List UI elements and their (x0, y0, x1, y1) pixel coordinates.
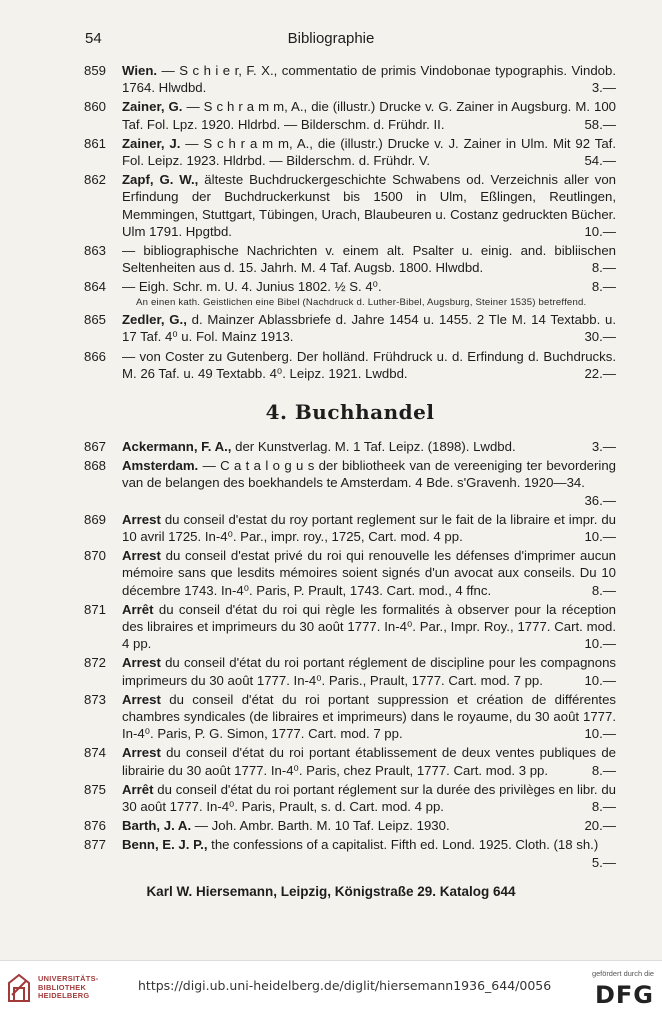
catalog-entry (84, 547, 616, 599)
entry-price: 10.— (584, 528, 616, 544)
entry-text: — S c h r a m m, A., die (illustr.) Drucke v. J. Zainer in Ulm. Mit 92 Taf. Fol. Leipz. 1923. Hldrbd. — Bilderschm. d. Frühdr. V. (122, 135, 616, 169)
entry-text: — S c h i e r, F. X., commentatio de primis Vindobonae typographis. Vindob. 1764. Hlwdbd. (122, 63, 616, 96)
entry-body (122, 62, 616, 96)
entry-price: 58.— (584, 116, 616, 132)
entry-text: — bibliographische Nachrichten v. einem alt. Psalter u. einig. and. bibliischen Seltenheiten aus d. 15. Jahrh. M. 4 Taf. Augsb. 1800. Hlwdbd. (122, 243, 616, 276)
entry-name: Arrest (122, 548, 161, 564)
entry-body (122, 171, 616, 240)
entry-number: 860 (84, 99, 107, 115)
library-name-line: UNIVERSITÄTS- (38, 974, 99, 983)
entry-text: du conseil d'état du roi portant établissement de deux ventes publiques de librairie du 30 août 1777. In-4⁰. Paris, chez Prault, 1777. Cart. mod. 3 pp. (122, 745, 616, 778)
entry-body (122, 135, 616, 169)
viewer-bar (0, 960, 662, 1013)
entry-number: 869 (84, 511, 107, 527)
entry-text: du conseil d'état du roi qui règle les formalités à observer pour la réception des libraires et imprimeurs du 30 août 1777. In-4⁰. Par., Impr. Roy., 1777. Cart. mod. 4 pp. (122, 601, 616, 652)
entry-name: Zapf, G. W., (122, 172, 199, 188)
entry-name: Zainer, G. (122, 99, 183, 115)
entry-number: 877 (84, 837, 107, 853)
entry-number: 863 (84, 243, 107, 259)
entry-note: An einen kath. Geistlichen eine Bibel (Nachdruck d. Luther-Bibel, Augsburg, Steiner 1535) betreffend. (136, 296, 587, 308)
section-heading: 4. Buchhandel (265, 399, 435, 424)
catalog-footer: Karl W. Hiersemann, Leipzig, Königstraße 29. Katalog 644 (146, 884, 516, 899)
entry-price: 36.— (584, 492, 616, 508)
university-logo-icon[interactable] (6, 971, 32, 1005)
entry-number: 865 (84, 312, 107, 328)
entry-body (122, 278, 616, 295)
entry-price: 10.— (584, 223, 616, 239)
entry-name: Barth, J. A. (122, 818, 192, 834)
entry-number: 861 (84, 135, 107, 151)
entry-body (122, 242, 616, 276)
entry-number: 866 (84, 348, 107, 364)
entry-body (122, 348, 616, 382)
entry-text: — C a t a l o g u s der bibliotheek van de vereeniging ter bevordering van de belangen des boekhandels te Amsterdam. 4 Bde. s'Gravenh. 1920—34. (122, 458, 616, 491)
entry-number: 867 (84, 438, 107, 454)
entry-price: 8.— (591, 279, 616, 295)
entry-number: 875 (84, 781, 107, 797)
entry-price: 3.— (591, 438, 616, 454)
entry-price: 8.— (591, 582, 616, 598)
entry-price: 10.— (584, 636, 616, 652)
entry-text: du conseil d'état du roi portant suppression et création de différentes chambres syndicales (de libraires et imprimeurs) dans le royaume, du 30 août 1777. In-4⁰. Paris, P. G. Simon, 1777. Cart. mod. 7 pp. (122, 691, 616, 742)
entry-price: 10.— (584, 672, 616, 688)
document-url[interactable]: https://digi.ub.uni-heidelberg.de/diglit/hiersemann1936_644/0056 (138, 978, 552, 993)
entry-name: Arrest (122, 511, 161, 527)
entry-number: 874 (84, 745, 107, 761)
entry-price: 10.— (584, 726, 616, 742)
dfg-logo[interactable]: DFG (594, 981, 654, 1009)
entry-name: Arrêt (122, 601, 154, 617)
entry-price: 54.— (584, 153, 616, 169)
entry-body (122, 311, 616, 345)
entry-price: 3.— (591, 80, 616, 96)
entry-price: 8.— (591, 260, 616, 276)
entry-text: du conseil d'estat du roy portant reglement sur le fait de la libraire et impr. du 10 avril 1725. In-4⁰. Par., impr. roy., 1725, Cart. mod. 4 pp. (122, 511, 616, 544)
catalog-entry (84, 438, 616, 455)
entry-price: 8.— (591, 762, 616, 778)
catalog-entry (84, 171, 616, 240)
entry-body (122, 601, 616, 653)
entry-number: 864 (84, 279, 107, 295)
entry-body (122, 438, 616, 455)
entry-body (122, 836, 616, 870)
catalog-entry (84, 654, 616, 688)
entry-number: 862 (84, 172, 107, 188)
entry-body (122, 98, 616, 132)
catalog-entry (84, 62, 616, 96)
entry-body (122, 781, 616, 815)
entry-text: du conseil d'estat privé du roi qui renouvelle les défenses d'imprimer aucun mémoire sans que lesdits mémoires soient signés d'un avocat aux conseils. Du 10 décembre 1743. In-4⁰. Paris, P. Prault, 1743. Cart. mod., 4 ffnc. (122, 548, 616, 598)
entry-name: Amsterdam. (122, 458, 199, 474)
catalog-entry (84, 98, 616, 132)
entry-name: Ackermann, F. A., (122, 438, 232, 454)
page-number: 54 (85, 30, 102, 47)
entry-number: 870 (84, 548, 107, 564)
entry-body (122, 511, 616, 545)
entry-text: the confessions of a capitalist. Fifth ed. Lond. 1925. Cloth. (18 sh.) (207, 837, 599, 853)
catalog-entry (84, 601, 616, 653)
entry-text: du conseil d'état du roi portant réglement sur la durée des privilèges en libr. du 30 août 1777. In-4⁰. Paris, Prault, s. d. Cart. mod. 4 pp. (122, 781, 616, 815)
entry-body (122, 744, 616, 778)
entry-list (84, 62, 616, 873)
entry-number: 868 (84, 458, 107, 474)
entry-number: 873 (84, 691, 107, 707)
entry-name: Arrêt (122, 781, 154, 797)
entry-number: 872 (84, 655, 107, 671)
catalog-entry (84, 691, 616, 743)
entry-text: du conseil d'état du roi portant réglement de discipline pour les compagnons imprimeurs du 30 août 1777. In-4⁰. Paris., Prault, 1777. Cart. mod. 7 pp. (122, 655, 616, 688)
catalog-entry (84, 836, 616, 870)
header-title: Bibliographie (287, 30, 375, 47)
entry-name: Benn, E. J. P., (122, 837, 208, 853)
library-name[interactable] (38, 975, 99, 1001)
entry-body (122, 547, 616, 599)
entry-name: Arrest (122, 691, 161, 707)
funded-by-label: gefördert durch die (591, 969, 654, 978)
entry-body (122, 691, 616, 743)
entry-price: 30.— (584, 329, 616, 345)
catalog-entry (84, 511, 616, 545)
library-name-line: HEIDELBERG (38, 991, 90, 1001)
entry-name: Arrest (122, 655, 161, 671)
entry-text: — Eigh. Schr. m. U. 4. Junius 1802. ½ S. 4⁰. (122, 279, 382, 295)
catalog-entry (84, 311, 616, 345)
catalog-entry (84, 348, 616, 382)
entry-price: 20.— (584, 818, 616, 834)
entry-body (122, 654, 616, 688)
entry-name: Wien. (122, 63, 158, 78)
entry-name: Zedler, G., (122, 312, 187, 328)
catalog-entry (84, 817, 616, 834)
entry-price: 5.— (591, 854, 616, 870)
entry-text: — von Coster zu Gutenberg. Der holländ. Frühdruck u. d. Erfindung d. Buchdrucks. M. 26 Taf. u. 49 Textabb. 4⁰. Leipz. 1921. Lwdbd. (122, 348, 616, 381)
entry-text: älteste Buchdruckergeschichte Schwabens od. Verzeichnis aller von Erfindung der Buchdruckerkunst bis 1500 in Ulm, Eßlingen, Reutlingen, Memmingen, Stuttgart, Tübingen, Urach, Blaubeuren u. Costanz gedruckten Bücher. Ulm 1791. Hpgtbd. (122, 172, 617, 239)
entry-body (122, 457, 616, 509)
entry-text: der Kunstverlag. M. 1 Taf. Leipz. (1898). Lwdbd. (231, 438, 516, 454)
library-name-line: BIBLIOTHEK (38, 982, 87, 992)
entry-text: — Joh. Ambr. Barth. M. 10 Taf. Leipz. 1930. (191, 818, 450, 834)
entry-price: 22.— (584, 365, 616, 381)
entry-number: 876 (84, 818, 107, 834)
entry-body (122, 817, 616, 834)
entry-price: 8.— (591, 799, 616, 815)
entry-text: — S c h r a m m, A., die (illustr.) Drucke v. G. Zainer in Augsburg. M. 100 Taf. Fol. Lpz. 1920. Hldrbd. — Bilderschm. d. Frühdr. II. (122, 99, 616, 132)
catalog-entry (84, 457, 616, 509)
catalog-entry (84, 278, 616, 295)
catalog-entry (84, 744, 616, 778)
entry-name: Zainer, J. (122, 135, 181, 151)
entry-number: 859 (84, 63, 107, 78)
entry-name: Arrest (122, 745, 161, 761)
catalog-entry (84, 135, 616, 169)
catalog-entry (84, 242, 616, 276)
entry-text: d. Mainzer Ablassbriefe d. Jahre 1454 u. 1455. 2 Tle M. 14 Textabb. u. 17 Taf. 4⁰ u. Fol. Mainz 1913. (122, 312, 616, 345)
catalog-entry (84, 781, 616, 815)
entry-number: 871 (84, 601, 107, 617)
running-head (0, 30, 662, 50)
